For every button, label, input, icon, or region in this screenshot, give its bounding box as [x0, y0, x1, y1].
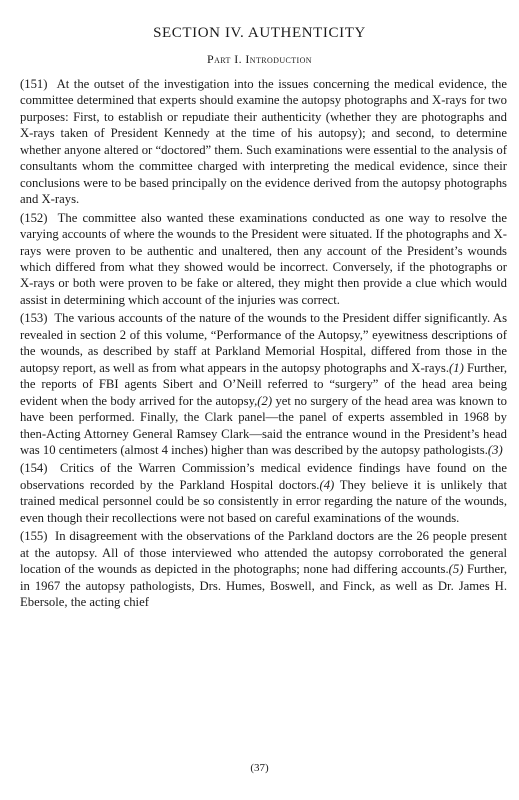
paragraph-number: (152): [20, 210, 48, 225]
page-number: (37): [250, 762, 269, 774]
footnote-reference: (1): [449, 360, 464, 375]
paragraph: [20, 210, 507, 309]
body-text: [20, 76, 507, 611]
paragraph-number: (154): [20, 461, 48, 476]
paragraph-text: In disagreement with the observations of the Parkland doctors are the 26 people present at the autopsy. All of those interviewed who attended the autopsy corroborated the general location of the wounds as depicted in the photographs; none had differing accounts.: [20, 529, 508, 577]
paragraph-text: The committee also wanted these examinations conducted as one way to resolve the varying accounts of where the wounds to the President were situated. If the photographs and X-rays were proven to be authentic and unaltered, then any account of the President’s wounds which differed from what they showed would be incorrect. Conversely, if the photographs or X-rays or both were proven to be fake or altered, they might then provide a clue which would assist in determining which account of the injuries was correct.: [20, 210, 507, 307]
section-title: SECTION IV. AUTHENTICITY: [153, 25, 366, 41]
paragraph-text: Critics of the Warren Commission’s medical evidence findings have found on the observations recorded by the Parkland Hospital doctors.: [20, 461, 507, 492]
footnote-reference: (5): [448, 562, 464, 577]
paragraph: [20, 310, 507, 458]
paragraph-text: Further, in 1967 the autopsy pathologists, Drs. Humes, Boswell, and Finck, as well as Dr. James H. Ebersole, the acting chief: [20, 562, 507, 610]
paragraph: [20, 460, 507, 526]
footnote-reference: (3): [487, 442, 503, 457]
footnote-reference: (2): [257, 393, 273, 408]
paragraph: [20, 528, 507, 610]
part-title-text: Part I. Introduction: [207, 52, 312, 66]
paragraph-number: (151): [20, 77, 48, 91]
part-title: [0, 52, 519, 67]
paragraph-number: (153): [20, 311, 48, 326]
paragraph-text: They believe it is unlikely that trained medical personnel could be so consistently in error regarding the nature of the wounds, even though their recollections were not based on careful examinations of the wounds.: [20, 477, 508, 525]
paragraph-text: yet no surgery of the head area was known to have been performed. Finally, the Clark panel—the panel of experts assembled in 1968 by then-Acting Attorney General Ramsey Clark—said the entrance wound in the President’s head was 10 centimeters (almost 4 inches) higher than was described by the autopsy pathologists.: [20, 393, 507, 457]
paragraph-text: At the outset of the investigation into the issues concerning the medical evidence, the committee determined that experts should examine the autopsy photographs and X-rays for two purposes: First, to establish or repudiate their authenticity (whether they are photographs and X-rays taken of President Kennedy at the time of his autopsy); and second, to determine whether anyone altered or “doctored” them. Such examinations were essential to the analysis of consultants whom the committee charged with interpreting the medical evidence, since their conclusions were to be based principally on the evidence derived from the autopsy photographs and X-rays.: [20, 77, 507, 207]
paragraph-text: Further, the reports of FBI agents Sibert and O’Neill referred to “surgery” of the head area being evident when the body arrived for the autopsy,: [20, 360, 507, 408]
paragraph-text: The various accounts of the nature of the wounds to the President differ significantly. As revealed in section 2 of this volume, “Performance of the Autopsy,” eyewitness descriptions of the wounds, as described by staff at Parkland Memorial Hospital, differed from those in the autopsy report, as well as from what appears in the autopsy photographs and X-rays.: [20, 311, 508, 375]
paragraph: [20, 76, 507, 208]
footnote-reference: (4): [319, 477, 335, 492]
paragraph-number: (155): [20, 529, 48, 544]
